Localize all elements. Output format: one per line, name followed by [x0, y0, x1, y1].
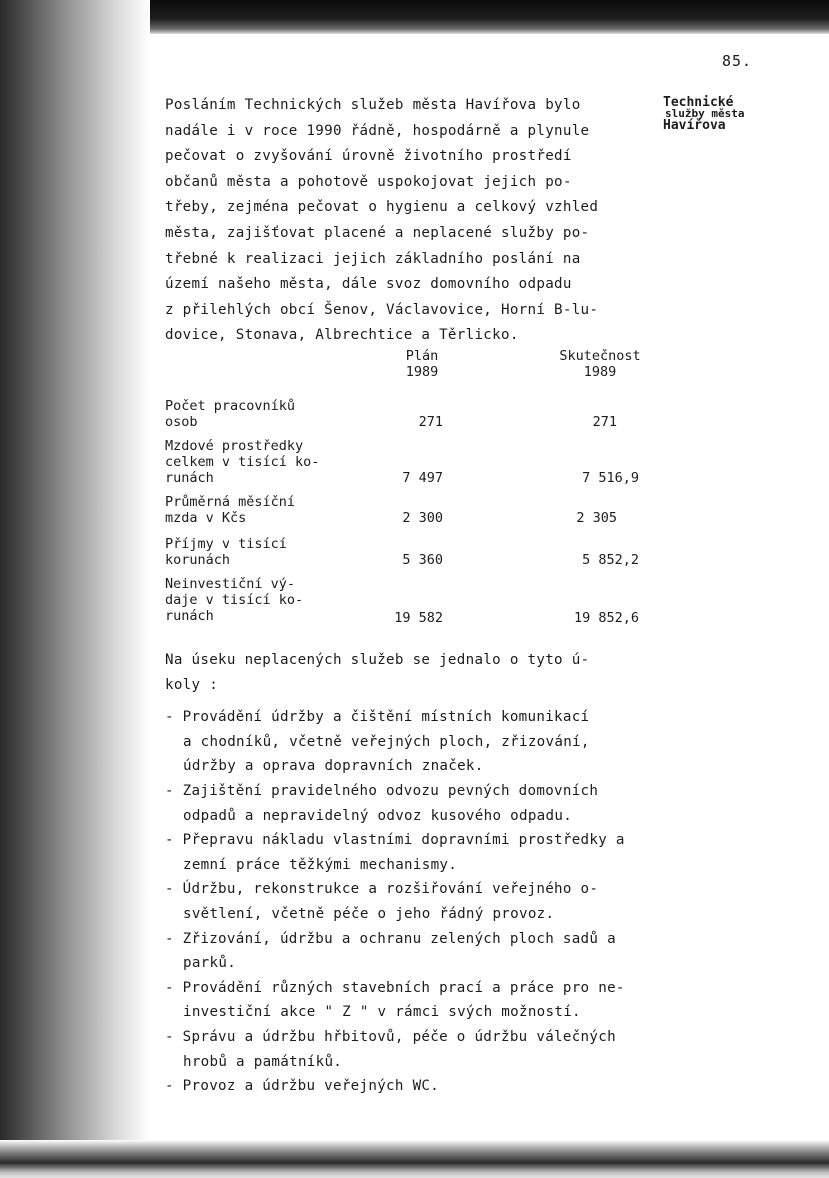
text-line: města, zajišťovat placené a neplacené služby po-: [165, 224, 590, 241]
intro-paragraph: [165, 93, 670, 349]
list-item-line: a chodníků, včetně veřejných ploch, zřizování,: [183, 733, 590, 750]
plan-value: 7 497: [402, 470, 443, 486]
header-line: Plán: [405, 348, 439, 364]
page-number: 85.: [722, 52, 753, 70]
header-line: 1989: [405, 364, 439, 380]
actual-value: 7 516,9: [582, 470, 639, 486]
list-item-line: investiční akce " Z " v rámci svých možností.: [183, 1004, 581, 1021]
actual-value: 5 852,2: [582, 552, 639, 568]
label-line: Příjmy v tisící: [165, 536, 287, 552]
label-line: runách: [165, 608, 214, 624]
text-line: občanů města a pohotově uspokojovat jejich po-: [165, 173, 572, 190]
list-item: [165, 927, 705, 976]
text-line: z přilehlých obcí Šenov, Václavovice, Horní B-lu-: [165, 301, 599, 318]
list-item: [165, 705, 705, 779]
plan-value: 2 300: [402, 510, 443, 526]
label-line: Počet pracovníků: [165, 398, 296, 414]
table-row-label: [165, 398, 365, 430]
margin-note-line: Havířova: [663, 118, 726, 133]
label-line: osob: [165, 414, 198, 430]
plan-value: 271: [418, 414, 443, 430]
table-row-label: [165, 438, 365, 486]
label-line: daje v tisící ko-: [165, 592, 304, 608]
list-item-line: - Provoz a údržbu veřejných WC.: [165, 1078, 440, 1095]
list-item-line: zemní práce těžkými mechanismy.: [183, 856, 458, 873]
tasks-section: [165, 648, 705, 1099]
scan-bottom-shadow: [0, 1140, 829, 1178]
header-line: Skutečnost: [559, 348, 641, 364]
text-line: nadále i v roce 1990 řádně, hospodárně a plynule: [165, 122, 590, 139]
list-item-line: - Zřizování, údržbu a ochranu zelených ploch sadů a: [165, 930, 616, 947]
list-item-line: - Údržbu, rekonstrukce a rozšiřování veřejného o-: [165, 881, 599, 898]
margin-note-line: služby města: [665, 107, 745, 120]
list-item-line: - Provádění různých stavebních prací a práce pro ne-: [165, 979, 625, 996]
table-row-label: [165, 536, 365, 568]
list-item-line: odpadů a nepravidelný odvoz kusového odpadu.: [183, 807, 573, 824]
text-line: dovice, Stonava, Albrechtice a Těrlicko.: [165, 327, 519, 344]
column-header-actual: [545, 348, 655, 380]
list-item: [165, 877, 705, 926]
label-line: Neinvestiční vý-: [165, 576, 296, 592]
label-line: korunách: [165, 552, 231, 568]
actual-value: 271: [592, 414, 617, 430]
list-item-line: - Přepravu nákladu vlastními dopravními prostředky a: [165, 832, 625, 849]
margin-note-line: Technické: [663, 95, 734, 110]
list-item: [165, 1074, 705, 1099]
list-item: [165, 828, 705, 877]
table-row-label: [165, 494, 365, 526]
list-item-line: - Správu a údržbu hřbitovů, péče o údržbu válečných: [165, 1028, 616, 1045]
list-item-line: světlení, včetně péče o jeho řádný provoz.: [183, 905, 555, 922]
tasks-intro-line: koly :: [165, 676, 219, 693]
text-line: pečovat o zvyšování úrovně životního prostředí: [165, 148, 572, 165]
list-item-line: - Provádění údržby a čištění místních komunikací: [165, 709, 590, 726]
list-item: [165, 976, 705, 1025]
table-row-label: [165, 576, 365, 624]
text-line: Posláním Technických služeb města Havířova bylo: [165, 97, 581, 113]
text-line: třeby, zejména pečovat o hygienu a celkový vzhled: [165, 199, 599, 216]
label-line: celkem v tisící ko-: [165, 454, 320, 470]
actual-value: 2 305: [576, 510, 617, 526]
actual-value: 19 852,6: [573, 610, 639, 626]
tasks-intro-line: Na úseku neplacených služeb se jednalo o tyto ú-: [165, 652, 590, 668]
list-item-line: parků.: [183, 955, 237, 972]
label-line: Mzdové prostředky: [165, 438, 304, 454]
label-line: mzda v Kčs: [165, 510, 247, 526]
list-item-line: hrobů a památníků.: [183, 1053, 343, 1070]
list-item-line: údržby a oprava dopravních značek.: [183, 758, 484, 775]
header-line: 1989: [583, 364, 617, 380]
label-line: Průměrná měsíční: [165, 494, 296, 510]
label-line: runách: [165, 470, 214, 486]
list-item: [165, 1025, 705, 1074]
text-line: třebné k realizaci jejich základního poslání na: [165, 250, 581, 267]
plan-value: 5 360: [402, 552, 443, 568]
plan-value: 19 582: [394, 610, 443, 626]
text-line: území našeho města, dále svoz domovního odpadu: [165, 276, 572, 293]
scan-left-shadow: [0, 0, 150, 1178]
list-item: [165, 779, 705, 828]
list-item-line: - Zajištění pravidelného odvozu pevných domovních: [165, 782, 599, 799]
margin-note: [663, 96, 744, 132]
column-header-plan: [377, 348, 467, 380]
